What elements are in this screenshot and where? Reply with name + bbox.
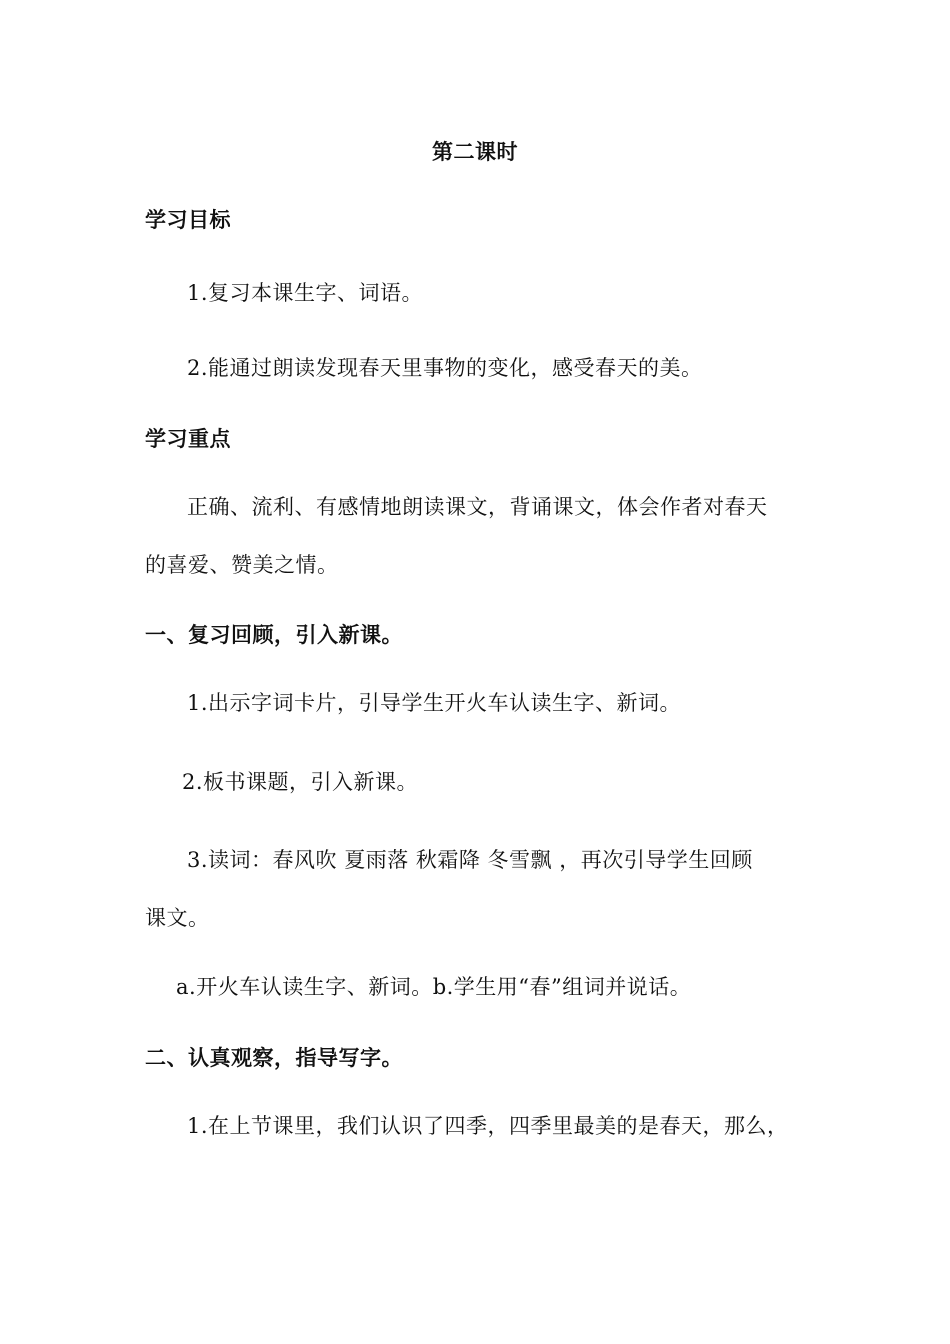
- goal-item-1: 1.复习本课生字、词语。: [187, 281, 424, 305]
- section-one-item-2: 2.板书课题，引入新课。: [182, 770, 419, 794]
- heading-learning-goals: 学习目标: [145, 208, 231, 232]
- section-one-item-3-line-1: 3.读词：春风吹 夏雨落 秋霜降 冬雪飘 ，再次引导学生回顾: [187, 848, 753, 872]
- heading-learning-focus: 学习重点: [145, 427, 231, 451]
- page-title: 第二课时: [432, 140, 518, 164]
- heading-section-one: 一、复习回顾，引入新课。: [145, 623, 403, 647]
- section-one-item-1: 1.出示字词卡片，引导学生开火车认读生字、新词。: [187, 691, 682, 715]
- focus-paragraph-line-2: 的喜爱、赞美之情。: [145, 553, 339, 577]
- focus-paragraph-line-1: 正确、流利、有感情地朗读课文，背诵课文，体会作者对春天: [187, 495, 768, 519]
- section-one-sub-item: a.开火车认读生字、新词。b.学生用“春”组词并说话。: [176, 975, 692, 999]
- section-one-item-3-line-2: 课文。: [145, 906, 210, 930]
- section-two-item-1: 1.在上节课里，我们认识了四季，四季里最美的是春天，那么，: [187, 1114, 789, 1138]
- heading-section-two: 二、认真观察，指导写字。: [145, 1046, 403, 1070]
- goal-item-2: 2.能通过朗读发现春天里事物的变化，感受春天的美。: [187, 356, 703, 380]
